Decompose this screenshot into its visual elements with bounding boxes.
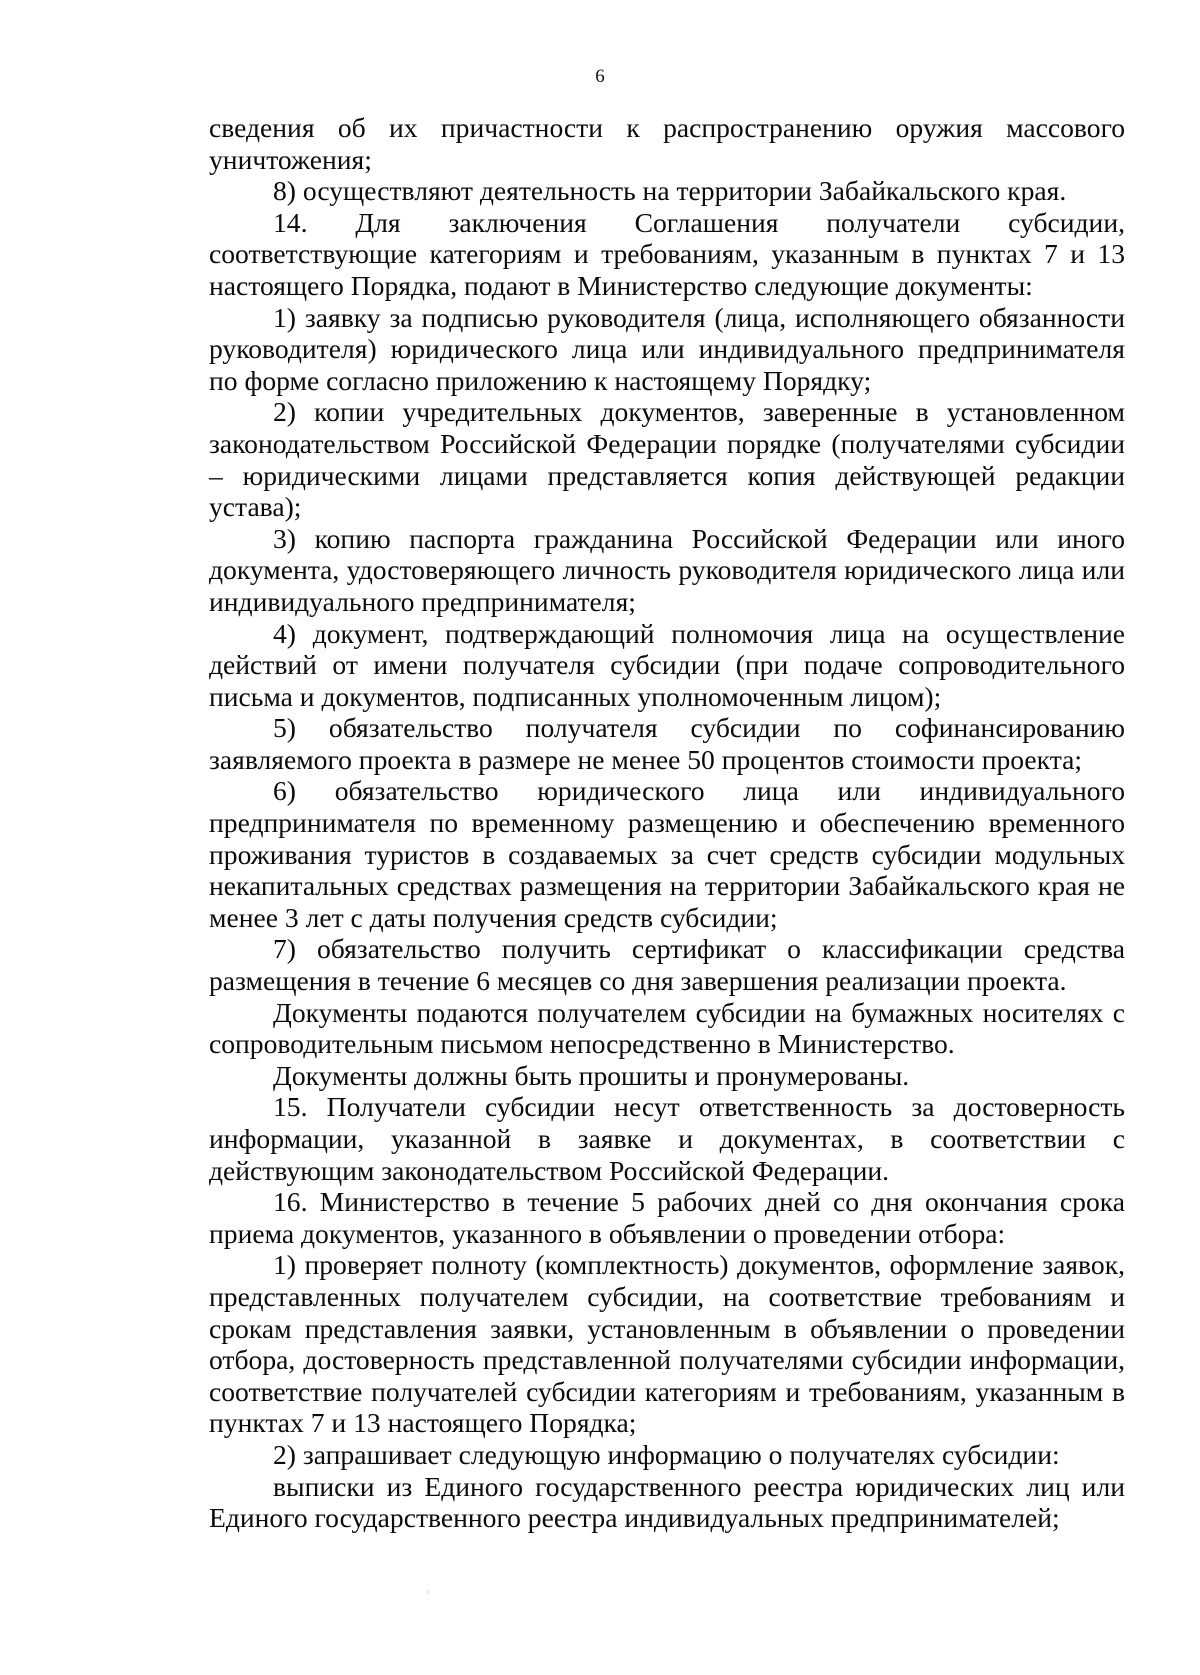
paragraph-stitched-numbered: Документы должны быть прошиты и пронумерованы. [273,1059,910,1091]
paragraph-continuation: сведения об их причастности к распространению оружия массового уничтожения; [209,112,1125,175]
paragraph-16-item-2-request: 2) запрашивает следующую информацию о получателях субсидии: [273,1438,1060,1470]
paragraph-16-item-1-check: 1) проверяет полноту (комплектность) документов, оформление заявок, представленных получателем субсидии, на соответствие требованиям и срокам представления заявки, установленным в объявлении о проведении отбора, достоверность представленной получателями субсидии информации, соответствие получателей субсидии категориям и требованиям, указанным в пунктах 7 и 13 настоящего Порядка; [209,1249,1125,1439]
paragraph-item-8: 8) осуществляют деятельность на территории Забайкальского края. [273,175,1067,207]
paragraph-item-4-authority-document: 4) документ, подтверждающий полномочия лица на осуществление действий от имени получателя субсидии (при подаче сопроводительного письма и документов, подписанных уполномоченным лицом); [209,617,1125,712]
paragraph-clause-14: 14. Для заключения Соглашения получатели субсидии, соответствующие категориям и требованиям, указанным в пунктах 7 и 13 настоящего Порядка, подают в Министерство следующие документы: [209,206,1125,301]
document-body [209,112,1125,1534]
paragraph-item-1-application: 1) заявку за подписью руководителя (лица, исполняющего обязанности руководителя) юридического лица или индивидуального предпринимателя по форме согласно приложению к настоящему Порядку; [209,301,1125,396]
paragraph-item-3-passport-copy: 3) копию паспорта гражданина Российской Федерации или иного документа, удостоверяющего личность руководителя юридического лица или индивидуального предпринимателя; [209,522,1125,617]
paragraph-clause-15: 15. Получатели субсидии несут ответственность за достоверность информации, указанной в заявке и документах, в соответствии с действующим законодательством Российской Федерации. [209,1091,1125,1186]
paragraph-item-6-accommodation-obligation: 6) обязательство юридического лица или индивидуального предпринимателя по временному размещению и обеспечению временного проживания туристов в создаваемых за счет средств субсидии модульных некапитальных средствах размещения на территории Забайкальского края не менее 3 лет с даты получения средств субсидии; [209,775,1125,933]
paragraph-clause-16: 16. Министерство в течение 5 рабочих дней со дня окончания срока приема документов, указанного в объявлении о проведении отбора: [209,1186,1125,1249]
scan-artifact [428,1590,429,1594]
paragraph-item-7-certificate: 7) обязательство получить сертификат о классификации средства размещения в течение 6 месяцев со дня завершения реализации проекта. [209,933,1125,997]
paragraph-item-2-charter-copies: 2) копии учредительных документов, заверенные в установленном законодательством Российской Федерации порядке (получателями субсидии – юридическими лицами представляется копия действующей редакции устава); [209,396,1125,523]
paragraph-registry-extracts: выписки из Единого государственного реестра юридических лиц или Единого государственного реестра индивидуальных предпринимателей; [209,1470,1125,1534]
page-number: 6 [595,66,605,87]
paragraph-item-5-cofinancing: 5) обязательство получателя субсидии по софинансированию заявляемого проекта в размере не менее 50 процентов стоимости проекта; [209,712,1125,775]
paragraph-submission-paper: Документы подаются получателем субсидии на бумажных носителях с сопроводительным письмом непосредственно в Министерство. [209,996,1125,1060]
